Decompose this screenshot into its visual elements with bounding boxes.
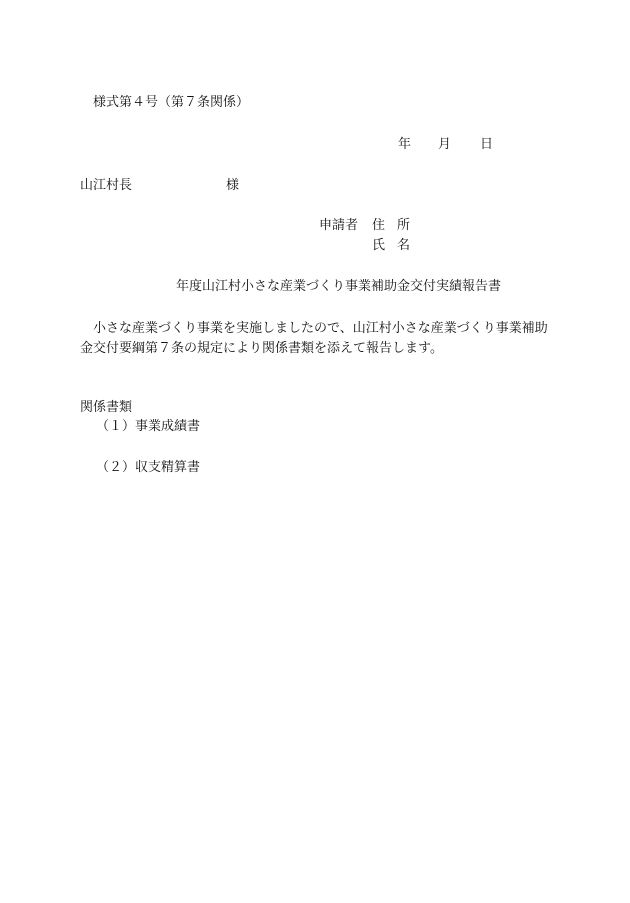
applicant-address-label: 住所 [372, 218, 423, 233]
addressee-name: 山江村長 [80, 178, 133, 193]
attachments-heading: 関係書類 [80, 400, 133, 415]
applicant-label: 申請者 [319, 218, 359, 233]
attachment-item-1: （１）事業成績書 [96, 419, 201, 434]
document-title: 年度山江村小さな産業づくり事業補助金交付実績報告書 [176, 279, 502, 294]
date-line [398, 137, 493, 153]
attachment-item-2: （２）収支精算書 [96, 460, 201, 475]
form-number: 様式第４号（第７条関係） [93, 95, 250, 110]
addressee-line [80, 178, 239, 194]
date-day-label: 日 [480, 137, 494, 152]
date-month-label: 月 [438, 137, 452, 152]
addressee-honorific: 様 [226, 178, 240, 193]
applicant-name-label: 氏名 [372, 238, 423, 253]
date-year-label: 年 [398, 137, 412, 152]
report-body-text: 小さな産業づくり事業を実施しましたので、山江村小さな産業づくり事業補助金交付要綱第７条の規定により関係書類を添えて報告します。 [80, 321, 548, 356]
